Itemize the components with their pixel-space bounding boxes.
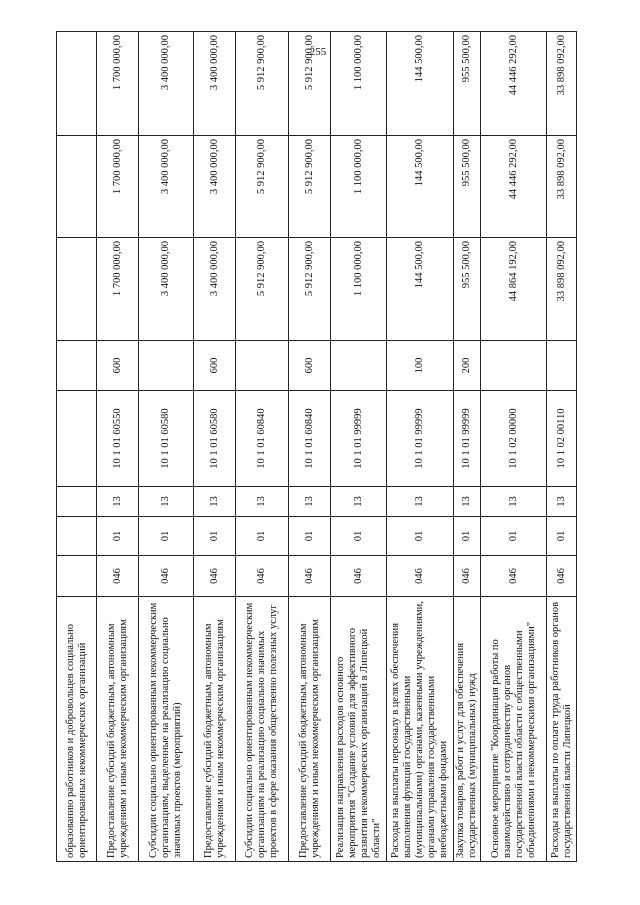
amount-cell-3: 44 446 292,00 <box>481 32 547 136</box>
target-article-cell: 10 1 01 60840 <box>236 391 289 487</box>
subsection-code-cell <box>57 487 97 517</box>
ministry-code-cell: 046 <box>331 556 387 597</box>
target-article-cell: 10 1 01 99999 <box>454 391 481 487</box>
section-code-cell: 01 <box>236 517 289 556</box>
expense-name-cell: Предоставление субсидий бюджетным, автономным учреждениям и иным некоммерческим организациям <box>97 597 139 862</box>
ministry-code-cell: 046 <box>236 556 289 597</box>
budget-table <box>56 31 577 862</box>
amount-cell-2: 1 100 000,00 <box>331 136 387 238</box>
amount-cell-1: 1 700 000,00 <box>97 238 139 341</box>
expense-name-cell: Основное мероприятие "Координация работы по взаимодействию и сотрудничеству органов государственной власти области с общественными объединениями и некоммерческими организациями" <box>481 597 547 862</box>
table-row <box>194 32 236 862</box>
expense-type-cell <box>236 341 289 391</box>
expense-type-cell: 600 <box>194 341 236 391</box>
expense-name-cell: Предоставление субсидий бюджетным, автономным учреждениям и иным некоммерческим организациям <box>289 597 331 862</box>
table-row <box>387 32 454 862</box>
table-row <box>289 32 331 862</box>
amount-cell-1: 955 500,00 <box>454 238 481 341</box>
ministry-code-cell: 046 <box>387 556 454 597</box>
amount-cell-2: 33 898 092,00 <box>547 136 577 238</box>
target-article-cell: 10 1 01 60550 <box>97 391 139 487</box>
subsection-code-cell: 13 <box>194 487 236 517</box>
amount-cell-2: 3 400 000,00 <box>194 136 236 238</box>
amount-cell-1 <box>57 238 97 341</box>
section-code-cell: 01 <box>139 517 194 556</box>
amount-cell-1: 33 898 092,00 <box>547 238 577 341</box>
target-article-cell: 10 1 01 99999 <box>331 391 387 487</box>
amount-cell-3: 3 400 000,00 <box>194 32 236 136</box>
amount-cell-3: 1 700 000,00 <box>97 32 139 136</box>
amount-cell-3: 1 100 000,00 <box>331 32 387 136</box>
expense-type-cell: 600 <box>97 341 139 391</box>
expense-type-cell <box>139 341 194 391</box>
amount-cell-2 <box>57 136 97 238</box>
ministry-code-cell: 046 <box>454 556 481 597</box>
ministry-code-cell: 046 <box>481 556 547 597</box>
expense-name-cell: образованию работников и добровольцев социально ориентированных некоммерческих организаций <box>57 597 97 862</box>
table-body <box>57 32 577 862</box>
amount-cell-3: 144 500,00 <box>387 32 454 136</box>
expense-name-cell: Закупка товаров, работ и услуг для обеспечения государственных (муниципальных) нужд <box>454 597 481 862</box>
amount-cell-1: 44 864 192,00 <box>481 238 547 341</box>
ministry-code-cell <box>57 556 97 597</box>
table-row <box>97 32 139 862</box>
target-article-cell: 10 1 01 60580 <box>194 391 236 487</box>
target-article-cell <box>57 391 97 487</box>
subsection-code-cell: 13 <box>547 487 577 517</box>
expense-type-cell: 600 <box>289 341 331 391</box>
target-article-cell: 10 1 02 00110 <box>547 391 577 487</box>
expense-name-cell: Реализация направления расходов основного мероприятия "Создание условий для эффективного развития некоммерческих организаций в Липецкой области" <box>331 597 387 862</box>
section-code-cell: 01 <box>454 517 481 556</box>
amount-cell-2: 5 912 900,00 <box>289 136 331 238</box>
subsection-code-cell: 13 <box>97 487 139 517</box>
subsection-code-cell: 13 <box>236 487 289 517</box>
table-row <box>481 32 547 862</box>
section-code-cell: 01 <box>331 517 387 556</box>
expense-name-cell: Субсидии социально ориентированным некоммерческим организациям, выделенные на реализацию социально значимых проектов (мероприятий) <box>139 597 194 862</box>
section-code-cell: 01 <box>547 517 577 556</box>
expense-type-cell: 200 <box>454 341 481 391</box>
section-code-cell: 01 <box>194 517 236 556</box>
amount-cell-2: 1 700 000,00 <box>97 136 139 238</box>
section-code-cell: 01 <box>387 517 454 556</box>
page-number: 255 <box>309 46 327 58</box>
amount-cell-2: 5 912 900,00 <box>236 136 289 238</box>
amount-cell-1: 5 912 900,00 <box>236 238 289 341</box>
section-code-cell: 01 <box>481 517 547 556</box>
expense-name-cell: Расходы на выплаты персоналу в целях обеспечения выполнения функций государственными (муниципальными) органами, казенными учреждениями, органами управления государственными внебюджетными фондами <box>387 597 454 862</box>
table-row <box>331 32 387 862</box>
ministry-code-cell: 046 <box>194 556 236 597</box>
amount-cell-1: 5 912 900,00 <box>289 238 331 341</box>
expense-name-cell: Субсидии социально ориентированным некоммерческим организациям на реализацию социально значимых проектов в сфере оказания общественно полезных услуг <box>236 597 289 862</box>
target-article-cell: 10 1 02 00000 <box>481 391 547 487</box>
target-article-cell: 10 1 01 60580 <box>139 391 194 487</box>
amount-cell-2: 144 500,00 <box>387 136 454 238</box>
amount-cell-3: 5 912 900,00 <box>236 32 289 136</box>
subsection-code-cell: 13 <box>331 487 387 517</box>
amount-cell-1: 144 500,00 <box>387 238 454 341</box>
section-code-cell <box>57 517 97 556</box>
amount-cell-3: 5 912 900,00 <box>289 32 331 136</box>
amount-cell-3 <box>57 32 97 136</box>
expense-type-cell: 100 <box>387 341 454 391</box>
subsection-code-cell: 13 <box>289 487 331 517</box>
amount-cell-2: 3 400 000,00 <box>139 136 194 238</box>
table-row <box>139 32 194 862</box>
amount-cell-3: 3 400 000,00 <box>139 32 194 136</box>
ministry-code-cell: 046 <box>289 556 331 597</box>
target-article-cell: 10 1 01 60840 <box>289 391 331 487</box>
amount-cell-1: 3 400 000,00 <box>194 238 236 341</box>
amount-cell-3: 955 500,00 <box>454 32 481 136</box>
target-article-cell: 10 1 01 99999 <box>387 391 454 487</box>
amount-cell-1: 1 100 000,00 <box>331 238 387 341</box>
subsection-code-cell: 13 <box>139 487 194 517</box>
subsection-code-cell: 13 <box>387 487 454 517</box>
expense-type-cell <box>547 341 577 391</box>
table-row <box>236 32 289 862</box>
expense-name-cell: Предоставление субсидий бюджетным, автономным учреждениям и иным некоммерческим организациям <box>194 597 236 862</box>
expense-type-cell <box>57 341 97 391</box>
expense-name-cell: Расходы на выплаты по оплате труда работников органов государственной власти Липецкой <box>547 597 577 862</box>
ministry-code-cell: 046 <box>97 556 139 597</box>
expense-type-cell <box>331 341 387 391</box>
ministry-code-cell: 046 <box>547 556 577 597</box>
ministry-code-cell: 046 <box>139 556 194 597</box>
amount-cell-2: 955 500,00 <box>454 136 481 238</box>
subsection-code-cell: 13 <box>454 487 481 517</box>
table-row <box>57 32 97 862</box>
table-row <box>454 32 481 862</box>
amount-cell-2: 44 446 292,00 <box>481 136 547 238</box>
amount-cell-1: 3 400 000,00 <box>139 238 194 341</box>
section-code-cell: 01 <box>289 517 331 556</box>
section-code-cell: 01 <box>97 517 139 556</box>
expense-type-cell <box>481 341 547 391</box>
rotated-table-wrapper <box>56 32 591 862</box>
table-row <box>547 32 577 862</box>
amount-cell-3: 33 898 092,00 <box>547 32 577 136</box>
subsection-code-cell: 13 <box>481 487 547 517</box>
